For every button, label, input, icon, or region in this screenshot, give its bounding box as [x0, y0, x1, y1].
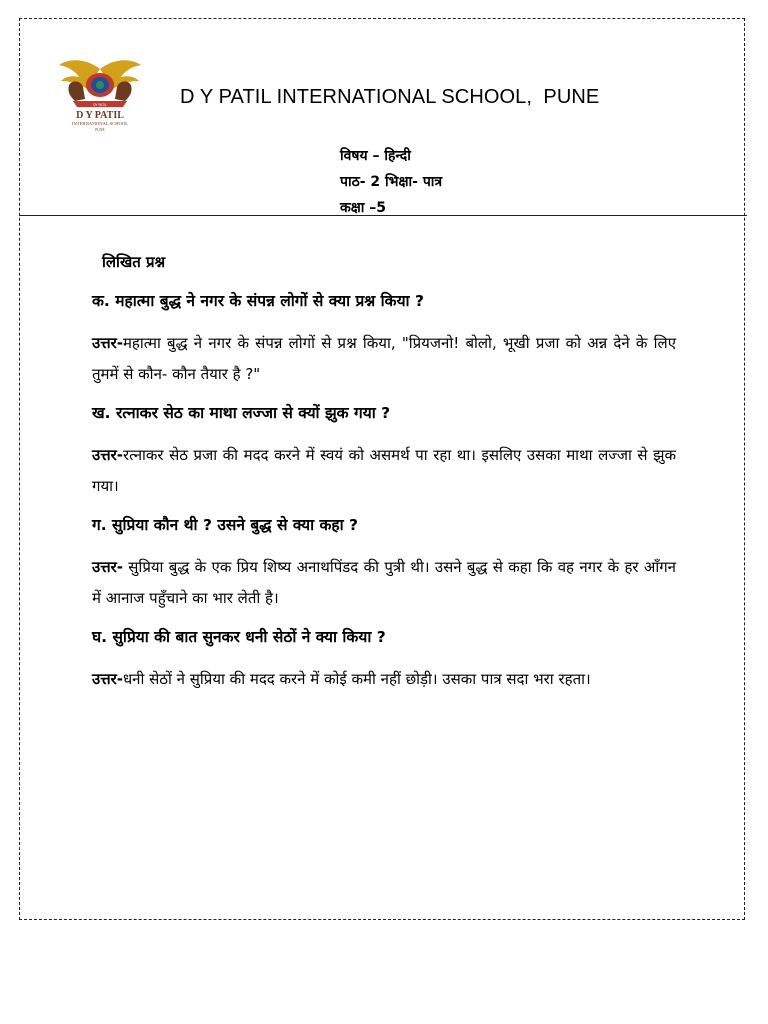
school-crest-logo	[55, 55, 145, 135]
answer-2	[92, 440, 676, 502]
answer-3	[92, 552, 676, 614]
answer-label: उत्तर-	[92, 334, 123, 352]
question-3: ग. सुप्रिया कौन थी ? उसने बुद्ध से क्या कहा ?	[92, 516, 359, 534]
lesson-line: पाठ- 2 भिक्षा- पात्र	[340, 174, 443, 190]
school-name: D Y PATIL INTERNATIONAL SCHOOL, PUNE	[180, 86, 600, 108]
worksheet-meta	[340, 143, 442, 221]
question-1: क. महात्मा बुद्ध ने नगर के संपन्न लोगों से क्या प्रश्न किया ?	[92, 292, 424, 310]
svg-text:DY PATIL: DY PATIL	[93, 103, 107, 107]
question-4: घ. सुप्रिया की बात सुनकर धनी सेठों ने क्या किया ?	[92, 628, 386, 646]
answer-4	[92, 664, 676, 695]
answer-text: धनी सेठों ने सुप्रिया की मदद करने में कोई कमी नहीं छोड़ी। उसका पात्र सदा भरा रहता।	[122, 670, 591, 688]
answer-1	[92, 328, 676, 390]
subject-line: विषय – हिन्दी	[340, 148, 411, 164]
svg-text:D Y PATIL: D Y PATIL	[76, 110, 124, 121]
answer-text: सुप्रिया बुद्ध के एक प्रिय शिष्य अनाथपिंडद की पुत्री थी। उसने बुद्ध से कहा कि वह नगर के हर आँगन में आनाज पहुँचाने का भार लेती है।	[92, 558, 676, 607]
answer-text: रत्नाकर सेठ प्रजा की मदद करने में स्वयं को असमर्थ पा रहा था। इसलिए उसका माथा लज्जा से झुक गया।	[92, 446, 676, 495]
worksheet-content	[92, 252, 676, 705]
question-2: ख. रत्नाकर सेठ का माथा लज्जा से क्यों झुक गया ?	[92, 404, 391, 422]
svg-text:INTERNATIONAL SCHOOL: INTERNATIONAL SCHOOL	[71, 121, 129, 126]
svg-text:PUNE: PUNE	[95, 128, 105, 132]
answer-label: उत्तर-	[92, 446, 123, 464]
section-title: लिखित प्रश्न	[102, 253, 166, 271]
answer-label: उत्तर-	[92, 670, 123, 688]
class-line: कक्षा –5	[340, 200, 387, 216]
answer-label: उत्तर-	[92, 558, 123, 576]
answer-text: महात्मा बुद्ध ने नगर के संपन्न लोगों से प्रश्न किया, "प्रियजनो! बोलो, भूखी प्रजा को अन्न देने के लिए तुममें से कौन- कौन तैयार है ?"	[92, 334, 676, 383]
